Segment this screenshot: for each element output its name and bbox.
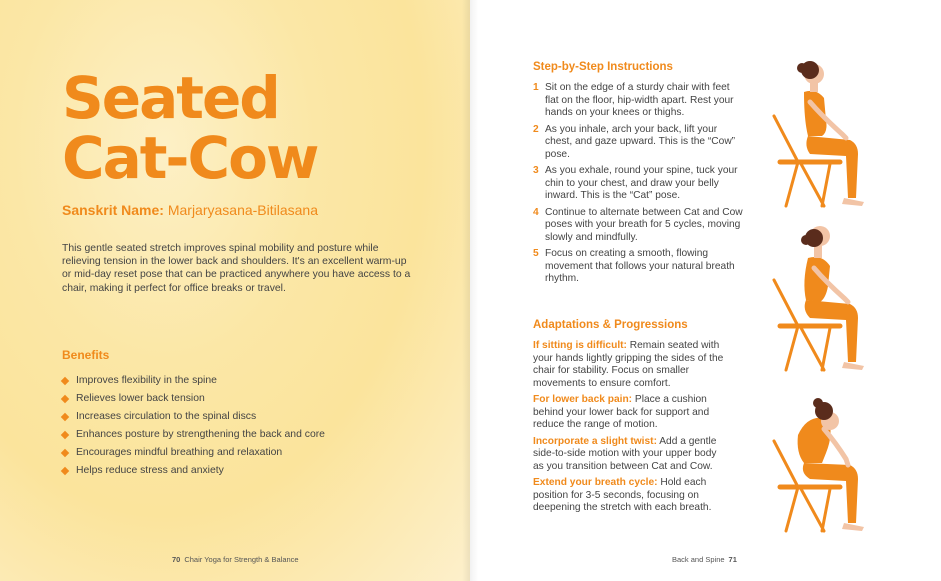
step-number: 4 [533, 206, 539, 218]
steps-heading: Step-by-Step Instructions [533, 61, 673, 73]
adaptation-text: Hold each position for 3-5 seconds, focusing on deepening the stretch with each breath. [533, 477, 712, 513]
neutral-pose-illustration [760, 58, 900, 208]
step-text: Continue to alternate between Cat and Cow poses with your breath for 5 cycles, moving slowly and mindfully. [545, 206, 743, 243]
adaptation-item [533, 394, 729, 432]
adaptation-text: Add a gentle side-to-side motion with your upper body as you transition between Cat and Cow. [533, 435, 717, 472]
adaptation-text: Remain seated with your hands lightly gripping the sides of the chair for stability. Focus on smaller movements to ensure comfort. [533, 340, 724, 389]
left-running-title: Chair Yoga for Strength & Balance [184, 555, 299, 564]
benefits-list [62, 372, 325, 480]
title-line-1: Seated [62, 64, 279, 132]
intro-paragraph: This gentle seated stretch improves spinal mobility and posture while relieving tension in the lower back and shoulders. It's an excellent warm-up or mid-day reset pose that can be practiced anywhere you have access to a chair, making it perfect for office breaks or travel. [62, 243, 411, 294]
benefit-text: Relieves lower back tension [76, 393, 205, 404]
sanskrit-name [62, 202, 318, 218]
step-item [533, 124, 743, 162]
step-text: Focus on creating a smooth, flowing movement that follows your natural breath rhythm. [545, 248, 735, 284]
benefit-item [62, 462, 325, 480]
step-text: As you inhale, arch your back, lift your chest, and gaze upward. This is the “Cow” pose. [545, 123, 736, 160]
adaptation-item [533, 436, 729, 474]
step-item [533, 165, 743, 203]
adaptations-heading: Adaptations & Progressions [533, 319, 688, 331]
diamond-bullet-icon [61, 449, 69, 457]
right-running-title: Back and Spine [672, 555, 725, 564]
diamond-bullet-icon [61, 395, 69, 403]
diamond-bullet-icon [61, 377, 69, 385]
right-page-number: 71 [728, 555, 737, 564]
page-title [62, 64, 318, 192]
left-page-number: 70 [172, 555, 181, 564]
step-item [533, 207, 743, 245]
benefit-text: Improves flexibility in the spine [76, 375, 217, 386]
adaptation-lead: If sitting is difficult: [533, 340, 627, 351]
step-item [533, 82, 743, 120]
step-number: 5 [533, 248, 539, 259]
benefit-text: Encourages mindful breathing and relaxation [76, 447, 283, 458]
adaptations-list [533, 340, 729, 519]
diamond-bullet-icon [61, 413, 69, 421]
step-text: As you exhale, round your spine, tuck your chin to your chest, and draw your belly inward. This is the “Cat” pose. [545, 165, 738, 201]
adaptation-lead: For lower back pain: [533, 394, 633, 405]
step-number: 2 [533, 123, 539, 135]
benefit-text: Helps reduce stress and anxiety [76, 465, 224, 476]
adaptation-item [533, 477, 729, 515]
cat-pose-illustration [760, 383, 900, 533]
diamond-bullet-icon [61, 467, 69, 475]
sanskrit-value: Marjaryasana-Bitilasana [167, 202, 319, 218]
step-text: Sit on the edge of a sturdy chair with feet flat on the floor, hip-width apart. Rest your hands on your knees or thighs. [545, 82, 734, 118]
page-gutter [462, 0, 478, 581]
sanskrit-label: Sanskrit Name: [62, 202, 164, 218]
step-number: 3 [533, 165, 539, 176]
adaptation-text: Place a cushion behind your lower back for support and reduce the range of motion. [533, 394, 710, 430]
steps-list [533, 82, 743, 290]
adaptation-item [533, 340, 729, 390]
benefit-item [62, 390, 325, 408]
diamond-bullet-icon [61, 431, 69, 439]
left-footer [168, 555, 299, 564]
right-footer [672, 555, 741, 564]
benefit-text: Increases circulation to the spinal discs [76, 411, 257, 422]
benefit-item [62, 408, 325, 426]
step-number: 1 [533, 82, 539, 93]
benefit-item [62, 372, 325, 390]
benefit-text: Enhances posture by strengthening the back and core [76, 429, 325, 440]
adaptation-lead: Incorporate a slight twist: [533, 435, 657, 447]
adaptation-lead: Extend your breath cycle: [533, 477, 658, 488]
title-line-2: Cat-Cow [62, 124, 318, 192]
step-item [533, 248, 743, 286]
benefits-heading: Benefits [62, 348, 110, 362]
benefit-item [62, 444, 325, 462]
benefit-item [62, 426, 325, 444]
cow-pose-illustration [760, 222, 900, 372]
